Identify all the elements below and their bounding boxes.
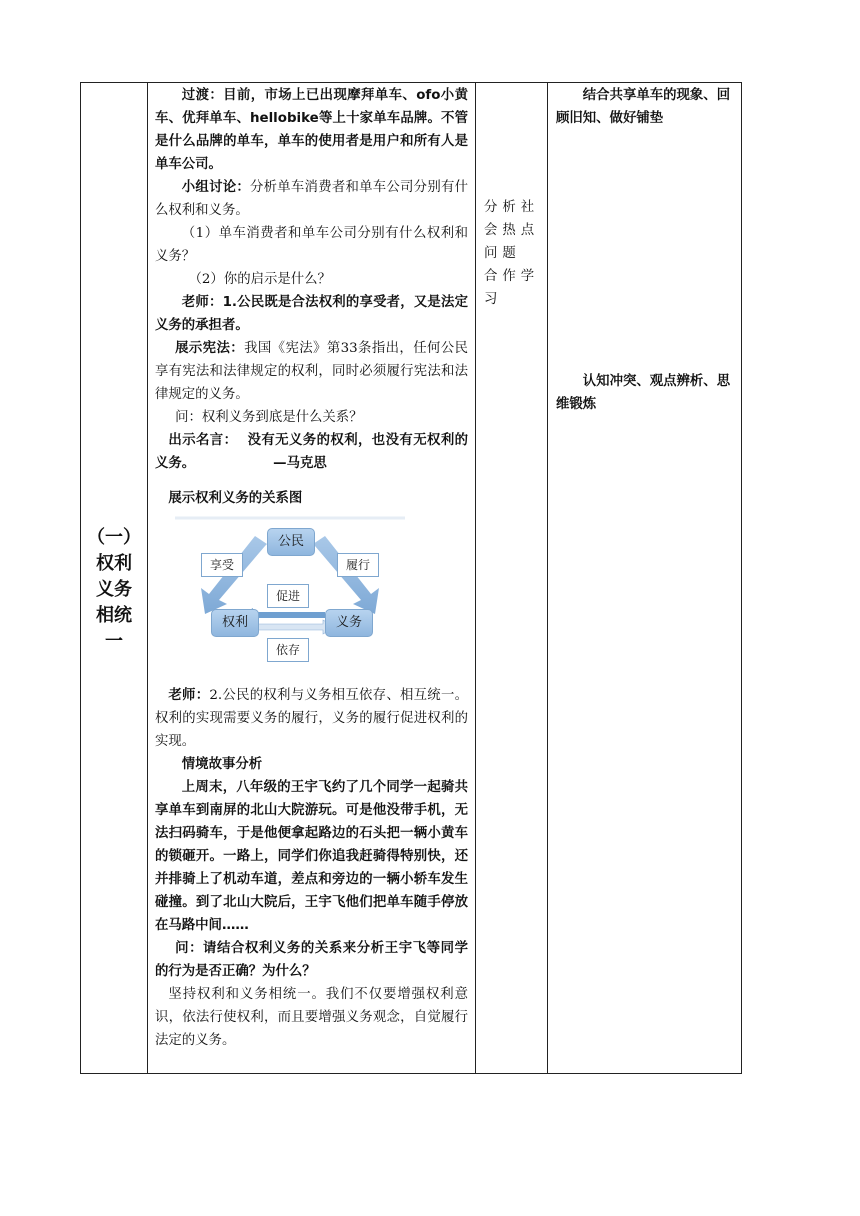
- method-line: 合作学: [484, 269, 540, 284]
- section-title-line: 相统: [96, 605, 132, 626]
- group-discussion-text: 分析单车消费者和单车公司分别有什么权利和义务。: [155, 180, 468, 218]
- label-depend: 依存: [267, 638, 309, 662]
- label-enjoy: 享受: [201, 553, 243, 577]
- method-cell: [476, 83, 547, 1073]
- intent-2: 认知冲突、观点辨析、思维锻炼: [556, 374, 731, 412]
- rights-duties-diagram: [175, 516, 415, 666]
- design-intent-cell: [548, 83, 742, 1073]
- teacher-point-2-label: 老师：: [168, 688, 210, 703]
- node-citizen: 公民: [267, 528, 315, 556]
- label-fulfill: 履行: [337, 553, 379, 577]
- story-question: 问：请结合权利义务的关系来分析王宇飞等同学的行为是否正确？为什么？: [155, 941, 468, 979]
- depend-arrow: [255, 620, 335, 634]
- group-discussion: [155, 176, 468, 222]
- quote-paragraph: [155, 429, 468, 475]
- method-line: 问题: [484, 246, 521, 261]
- section-title: [81, 525, 147, 655]
- method-line: 会热点: [484, 223, 540, 238]
- relation-question: 问：权利义务到底是什么关系？: [175, 410, 363, 425]
- section-title-line: 义务: [96, 579, 132, 600]
- node-rights: 权利: [211, 609, 259, 637]
- quote-author: —马克思: [273, 456, 327, 471]
- teacher-point-1: 老师：1.公民既是合法权利的享受者，又是法定义务的承担者。: [155, 295, 468, 333]
- diagram-caption: 展示权利义务的关系图: [168, 491, 303, 506]
- transition-paragraph: 过渡：目前，市场上已出现摩拜单车、ofo小黄车、优拜单车、hellobike等上十家单车品牌。不管是什么品牌的单车，单车的使用者是用户和所有人是单车公司。: [155, 88, 468, 172]
- node-duties: 义务: [325, 609, 373, 637]
- story-paragraph: 上周末，八年级的王宇飞约了几个同学一起骑共享单车到南屏的北山大院游玩。可是他没带手机，无法扫码骑车，于是他便拿起路边的石头把一辆小黄车的锁砸开。一路上，同学们你追我赶骑得特别快，还并排骑上了机动车道，差点和旁边的一辆小轿车发生碰撞。到了北山大院后，王宇飞他们把单车随手停放在马路中间……: [155, 780, 468, 933]
- question-2: （2）你的启示是什么？: [188, 272, 331, 287]
- section-title-line: 权利: [96, 553, 132, 574]
- intent-1: 结合共享单车的现象、回顾旧知、做好铺垫: [556, 88, 731, 126]
- conclusion-paragraph: 坚持权利和义务相统一。我们不仅要增强权利意识，依法行使权利，而且要增强义务观念，自觉履行法定的义务。: [155, 987, 468, 1048]
- constitution-text: 我国《宪法》第33条指出，任何公民享有宪法和法律规定的权利，同时必须履行宪法和法律规定的义务。: [155, 341, 468, 402]
- quote-text: 没有无义务的权利，也没有无权利的义务。: [155, 433, 469, 471]
- teacher-point-2-text: 2.公民的权利与义务相互依存、相互统一。权利的实现需要义务的履行，义务的履行促进权利的实现。: [155, 688, 469, 749]
- section-title-line: （一）: [87, 527, 141, 548]
- method-line: 分析社: [484, 200, 540, 215]
- story-heading: 情境故事分析: [181, 757, 263, 772]
- teacher-point-2: [155, 684, 468, 753]
- label-promote: 促进: [267, 584, 309, 608]
- section-title-line: 一: [105, 631, 123, 652]
- constitution-paragraph: [155, 337, 468, 406]
- quote-label: 出示名言：: [168, 433, 238, 448]
- constitution-label: 展示宪法：: [175, 341, 245, 356]
- lesson-table: [80, 82, 742, 1074]
- group-discussion-label: 小组讨论：: [181, 180, 250, 195]
- question-1: （1）单车消费者和单车公司分别有什么权利和义务？: [155, 226, 468, 264]
- method-line: 习: [484, 292, 503, 307]
- teaching-process-cell: [148, 83, 475, 1073]
